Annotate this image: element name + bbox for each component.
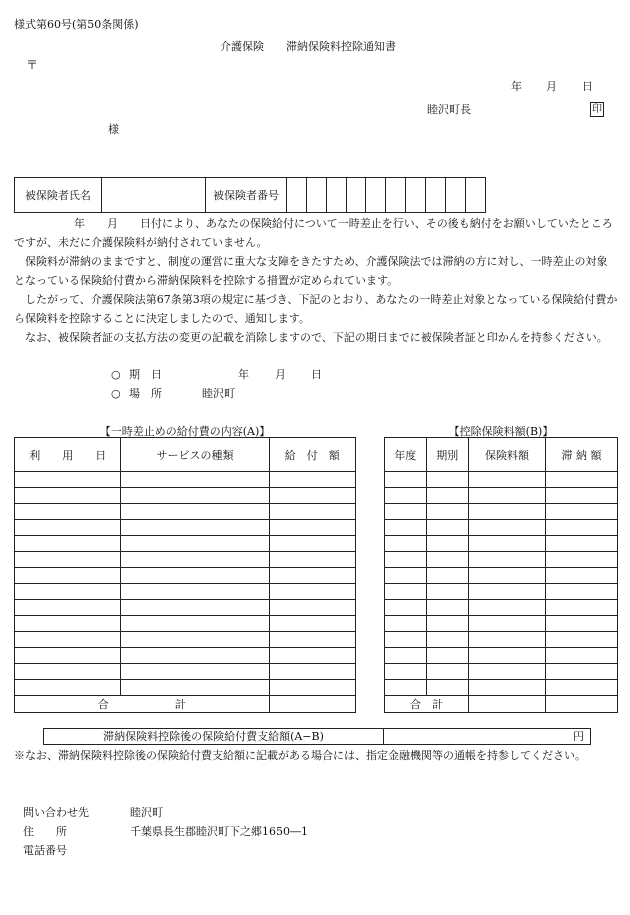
table-cell xyxy=(269,488,355,504)
schedule-date-label: 期 日 xyxy=(129,368,162,381)
table-cell xyxy=(121,680,269,696)
table-row xyxy=(15,584,356,600)
table-total-row xyxy=(385,696,618,713)
table-cell xyxy=(545,632,617,648)
table-cell xyxy=(385,520,427,536)
table-row xyxy=(15,632,356,648)
insured-number-digit xyxy=(366,178,386,213)
table-cell xyxy=(385,664,427,680)
table-total-cell xyxy=(269,696,355,713)
table-cell xyxy=(469,568,546,584)
table-cell xyxy=(426,664,469,680)
table-cell xyxy=(469,600,546,616)
seal-mark: 印 xyxy=(592,104,602,115)
schedule-date-day: 日 xyxy=(311,368,322,381)
table-row xyxy=(15,568,356,584)
body-paragraph-4: なお、被保険者証の支払方法の変更の記載を消除しますので、下記の期日までに被保険者証と印かんを持参ください。 xyxy=(25,331,608,344)
table-cell xyxy=(545,664,617,680)
table-cell xyxy=(385,536,427,552)
table-a-header-amount: 給 付 額 xyxy=(269,438,355,472)
table-cell xyxy=(15,488,121,504)
table-b-header-premium: 保険料額 xyxy=(469,438,546,472)
table-cell xyxy=(121,616,269,632)
phone-label: 電話番号 xyxy=(23,844,67,857)
table-cell xyxy=(15,648,121,664)
table-row xyxy=(385,520,618,536)
table-total-cell xyxy=(469,696,546,713)
table-cell xyxy=(269,680,355,696)
table-cell xyxy=(15,584,121,600)
table-row xyxy=(15,664,356,680)
table-cell xyxy=(426,552,469,568)
table-total-cell xyxy=(545,696,617,713)
table-cell xyxy=(385,552,427,568)
table-cell xyxy=(469,552,546,568)
table-cell xyxy=(385,488,427,504)
insured-number-digit xyxy=(446,178,466,213)
table-a-header-date: 利 用 日 xyxy=(15,438,121,472)
table-cell xyxy=(426,584,469,600)
table-cell xyxy=(15,472,121,488)
table-row xyxy=(15,648,356,664)
table-cell xyxy=(15,664,121,680)
bullet-icon: ○ xyxy=(111,368,121,381)
schedule-date-month: 月 xyxy=(275,368,286,381)
body-paragraph-1: 年 月 日付により、あなたの保険給付について一時差止を行い、その後も納付をお願いしていたところですが、未だに介護保険料が納付されていません。 xyxy=(14,217,613,249)
payment-amount-unit: 円 xyxy=(573,730,584,743)
table-cell xyxy=(545,600,617,616)
table-row xyxy=(385,680,618,696)
table-b-header-arrears: 滞 納 額 xyxy=(545,438,617,472)
table-cell xyxy=(385,648,427,664)
table-cell xyxy=(426,472,469,488)
table-cell xyxy=(426,568,469,584)
address-label: 住 所 xyxy=(23,825,67,838)
table-cell xyxy=(269,520,355,536)
table-a-header-service: サービスの種類 xyxy=(121,438,269,472)
table-cell xyxy=(426,504,469,520)
table-cell xyxy=(426,616,469,632)
suspended-benefits-table xyxy=(14,437,356,713)
table-cell xyxy=(385,632,427,648)
table-cell xyxy=(121,520,269,536)
table-cell xyxy=(426,520,469,536)
table-cell xyxy=(545,472,617,488)
insured-number-digit xyxy=(426,178,446,213)
insured-number-digit xyxy=(306,178,326,213)
issuer-name: 睦沢町長 xyxy=(427,103,471,116)
table-cell xyxy=(469,504,546,520)
contact-org: 睦沢町 xyxy=(130,806,163,819)
table-cell xyxy=(469,520,546,536)
insured-number-digit xyxy=(406,178,426,213)
insured-number-label: 被保険者番号 xyxy=(206,178,287,213)
table-cell xyxy=(385,680,427,696)
table-cell xyxy=(121,552,269,568)
table-cell xyxy=(469,488,546,504)
table-a-caption: 【一時差止めの給付費の内容(A)】 xyxy=(99,425,271,438)
table-cell xyxy=(15,600,121,616)
table-row xyxy=(385,552,618,568)
table-row xyxy=(15,680,356,696)
insured-name-value xyxy=(101,178,206,213)
table-cell xyxy=(426,680,469,696)
table-cell xyxy=(121,584,269,600)
table-row xyxy=(15,520,356,536)
schedule-place-label: 場 所 xyxy=(129,387,162,400)
table-cell xyxy=(426,536,469,552)
table-cell xyxy=(545,520,617,536)
table-cell xyxy=(469,616,546,632)
table-cell xyxy=(469,472,546,488)
table-cell xyxy=(469,664,546,680)
payment-amount-box xyxy=(43,728,591,745)
table-cell xyxy=(469,680,546,696)
table-cell xyxy=(121,536,269,552)
table-cell xyxy=(269,584,355,600)
insured-number-digit xyxy=(466,178,486,213)
table-cell xyxy=(121,504,269,520)
table-row xyxy=(385,600,618,616)
table-row xyxy=(385,584,618,600)
table-cell xyxy=(269,632,355,648)
insured-name-label: 被保険者氏名 xyxy=(15,178,102,213)
bullet-icon: ○ xyxy=(111,387,121,400)
table-cell xyxy=(15,568,121,584)
form-number: 様式第60号(第50条関係) xyxy=(14,18,139,31)
table-cell xyxy=(469,632,546,648)
table-row xyxy=(15,536,356,552)
table-cell xyxy=(269,504,355,520)
table-cell xyxy=(121,632,269,648)
table-cell xyxy=(15,632,121,648)
table-cell xyxy=(385,472,427,488)
table-row xyxy=(385,632,618,648)
table-cell xyxy=(15,504,121,520)
table-cell xyxy=(269,536,355,552)
recipient-honorific: 様 xyxy=(108,123,119,136)
table-cell xyxy=(545,584,617,600)
table-cell xyxy=(121,600,269,616)
table-cell xyxy=(269,616,355,632)
table-cell xyxy=(469,584,546,600)
table-cell xyxy=(15,616,121,632)
table-b-header-period: 期別 xyxy=(426,438,469,472)
table-row xyxy=(15,616,356,632)
insured-number-digit xyxy=(386,178,406,213)
table-cell xyxy=(269,648,355,664)
table-cell xyxy=(545,504,617,520)
table-cell xyxy=(545,648,617,664)
table-b-header-year: 年度 xyxy=(385,438,427,472)
issue-date-year: 年 xyxy=(511,80,522,93)
table-cell xyxy=(545,568,617,584)
deducted-premium-table xyxy=(384,437,618,713)
issue-date-day: 日 xyxy=(582,80,593,93)
contact-label: 問い合わせ先 xyxy=(23,806,89,819)
table-row xyxy=(385,664,618,680)
table-cell xyxy=(469,648,546,664)
passbook-note: ※なお、滞納保険料控除後の保険給付費支給額に記載がある場合には、指定金融機関等の通帳を持参してください。 xyxy=(14,749,586,762)
table-row xyxy=(15,488,356,504)
table-row xyxy=(385,472,618,488)
table-row xyxy=(15,600,356,616)
table-cell xyxy=(269,472,355,488)
insured-info-table xyxy=(14,177,486,213)
address-value: 千葉県長生郡睦沢町下之郷1650―1 xyxy=(130,825,308,838)
table-total-label: 合 計 xyxy=(385,696,469,713)
table-cell xyxy=(121,488,269,504)
table-cell xyxy=(545,488,617,504)
table-cell xyxy=(426,632,469,648)
table-cell xyxy=(269,552,355,568)
table-cell xyxy=(385,616,427,632)
issue-date-month: 月 xyxy=(546,80,557,93)
table-cell xyxy=(121,664,269,680)
insured-number-digit xyxy=(326,178,346,213)
table-cell xyxy=(545,552,617,568)
table-cell xyxy=(15,552,121,568)
table-row xyxy=(15,504,356,520)
insured-number-digit xyxy=(286,178,306,213)
table-cell xyxy=(385,600,427,616)
table-cell xyxy=(121,472,269,488)
table-cell xyxy=(269,568,355,584)
table-b-caption: 【控除保険料額(B)】 xyxy=(448,425,554,438)
table-cell xyxy=(426,648,469,664)
table-row xyxy=(385,488,618,504)
table-cell xyxy=(426,488,469,504)
table-cell xyxy=(545,680,617,696)
document-title: 介護保険 滞納保険料控除通知書 xyxy=(220,40,396,53)
table-row xyxy=(385,504,618,520)
table-cell xyxy=(426,600,469,616)
table-cell xyxy=(385,504,427,520)
insured-number-digit xyxy=(346,178,366,213)
table-cell xyxy=(269,600,355,616)
table-cell xyxy=(385,568,427,584)
table-cell xyxy=(15,680,121,696)
postal-mark: 〒 xyxy=(26,58,39,72)
body-paragraph-3: したがって、介護保険法第67条第3項の規定に基づき、下記のとおり、あなたの一時差止対象となっている保険給付費から保険料を控除することに決定しましたので、通知します。 xyxy=(14,293,618,325)
table-cell xyxy=(15,520,121,536)
table-cell xyxy=(269,664,355,680)
body-paragraph-2: 保険料が滞納のままですと、制度の運営に重大な支障をきたすため、介護保険法では滞納の方に対し、一時差止の対象となっている保険給付費から滞納保険料を控除する措置が定められています。 xyxy=(14,255,608,287)
table-row xyxy=(15,552,356,568)
table-row xyxy=(385,616,618,632)
table-row xyxy=(15,472,356,488)
table-cell xyxy=(469,536,546,552)
table-cell xyxy=(121,648,269,664)
payment-amount-label: 滞納保険料控除後の保険給付費支給額(A−B) xyxy=(44,729,384,744)
schedule-date-year: 年 xyxy=(238,368,249,381)
schedule-place-value: 睦沢町 xyxy=(202,387,235,400)
table-cell xyxy=(545,616,617,632)
table-total-label: 合 計 xyxy=(15,696,270,713)
table-row xyxy=(385,568,618,584)
table-cell xyxy=(121,568,269,584)
table-row xyxy=(385,536,618,552)
table-cell xyxy=(15,536,121,552)
table-cell xyxy=(385,584,427,600)
table-row xyxy=(385,648,618,664)
table-total-row xyxy=(15,696,356,713)
table-cell xyxy=(545,536,617,552)
